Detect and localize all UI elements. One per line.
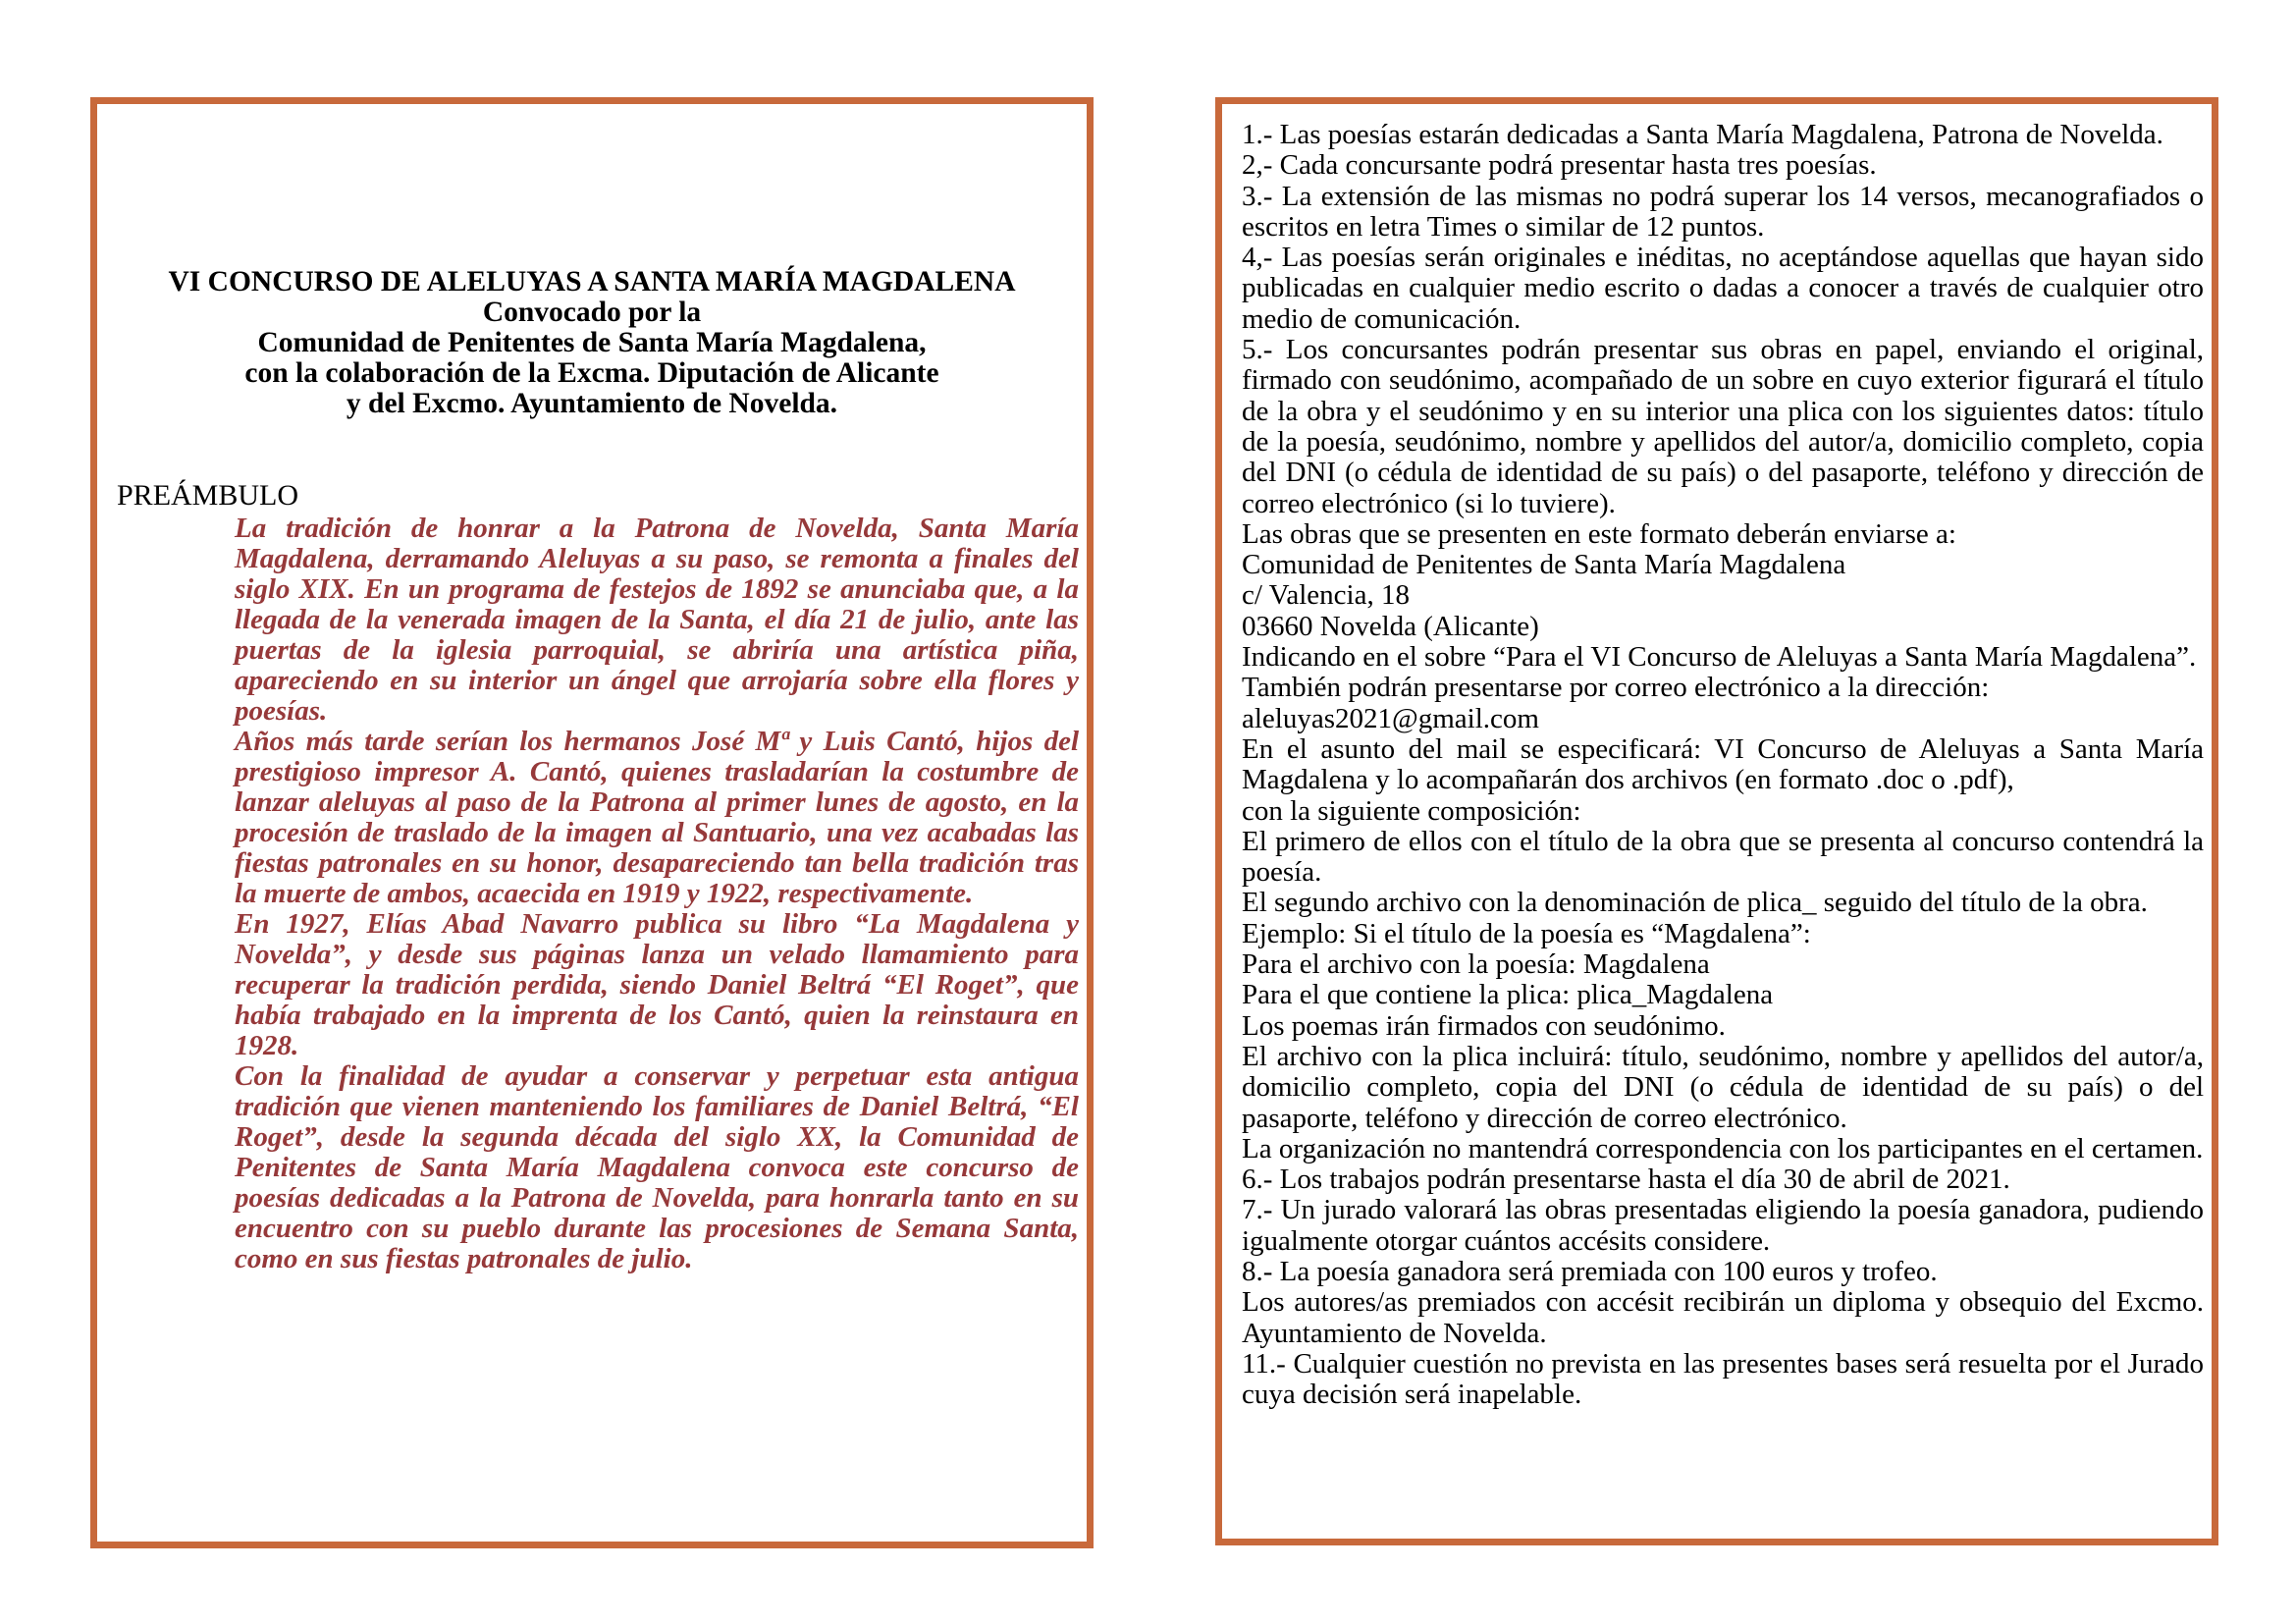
rule-line: 5.- Los concursantes podrán presentar sus obras en papel, enviando el original, firmado con seudónimo, acompañado de un sobre en cuyo exterior figurará el título de la obra y el seudónimo y en su interior una plica con los siguientes datos: título de la poesía, seudónimo, nombre y apellidos del autor/a, domicilio completo, copia del DNI (o cédula de identidad de su país) o del pasaporte, teléfono y dirección de correo electrónico (si lo tuviere). — [1242, 334, 2204, 519]
preamble-paragraph: Con la finalidad de ayudar a conservar y perpetuar esta antigua tradición que vienen manteniendo los familiares de Daniel Beltrá, “El Roget”, desde la segunda década del siglo XX, la Comunidad de Penitentes de Santa María Magdalena convoca este concurso de poesías dedicadas a la Patrona de Novelda, para honrarla tanto en su encuentro con su pueblo durante las procesiones de Semana Santa, como en sus fiestas patronales de julio. — [235, 1060, 1079, 1274]
preamble-paragraph: En 1927, Elías Abad Navarro publica su libro “La Magdalena y Novelda”, y desde sus páginas lanza un velado llamamiento para recuperar la tradición perdida, siendo Daniel Beltrá “El Roget”, que había trabajado en la imprenta de los Cantó, quien la reinstaura en 1928. — [235, 908, 1079, 1061]
rule-line: También podrán presentarse por correo electrónico a la dirección: — [1242, 672, 1990, 704]
rule-line: 8.- La poesía ganadora será premiada con 100 euros y trofeo. — [1242, 1255, 1938, 1287]
rule-line: 6.- Los trabajos podrán presentarse hasta el día 30 de abril de 2021. — [1242, 1164, 2010, 1196]
rule-line: El primero de ellos con el título de la obra que se presenta al concurso contendrá la poesía. — [1242, 825, 2204, 889]
rule-line: Las obras que se presenten en este formato deberán enviarse a: — [1242, 517, 1956, 550]
rule-line: Indicando en el sobre “Para el VI Concurso de Aleluyas a Santa María Magdalena”. — [1242, 641, 2197, 674]
rule-line: con la siguiente composición: — [1242, 794, 1581, 827]
rule-line: 11.- Cualquier cuestión no prevista en las presentes bases será resuelta por el Jurado cuya decisión será inapelable. — [1242, 1347, 2204, 1411]
rule-line: Para el archivo con la poesía: Magdalena — [1242, 948, 1710, 981]
rule-line: 4,- Las poesías serán originales e inéditas, no aceptándose aquellas que hayan sido publicadas en cualquier medio escrito o dadas a conocer a través de cualquier otro medio de comunicación. — [1242, 242, 2204, 335]
preamble-paragraph: La tradición de honrar a la Patrona de Novelda, Santa María Magdalena, derramando Aleluyas a su paso, se remonta a finales del siglo XIX. En un programa de festejos de 1892 se anunciaba que, a la llegada de la venerada imagen de la Santa, el día 21 de julio, ante las puertas de la iglesia parroquial, se abriría una artística piña, apareciendo en su interior un ángel que arrojaría sobre ella flores y poesías. — [235, 513, 1079, 727]
header-line: Convocado por la — [482, 297, 702, 328]
rule-line: La organización no mantendrá correspondencia con los participantes en el certamen. — [1242, 1132, 2204, 1164]
rule-line: Ejemplo: Si el título de la poesía es “Magdalena”: — [1242, 917, 1811, 949]
rule-line: En el asunto del mail se especificará: VI Concurso de Aleluyas a Santa María Magdalena y lo acompañarán dos archivos (en formato .doc o .pdf), — [1242, 732, 2204, 796]
contact-email: aleluyas2021@gmail.com — [1242, 702, 1539, 734]
rule-line: Para el que contiene la plica: plica_Magdalena — [1242, 979, 1774, 1011]
rule-line: 1.- Las poesías estarán dedicadas a Santa María Magdalena, Patrona de Novelda. — [1242, 119, 2163, 150]
header-line: Comunidad de Penitentes de Santa María Magdalena, — [257, 327, 927, 358]
rule-line: 2,- Cada concursante podrá presentar hasta tres poesías. — [1242, 149, 1877, 182]
contest-title: VI CONCURSO DE ALELUYAS A SANTA MARÍA MAGDALENA — [168, 266, 1016, 298]
contest-rules — [1242, 120, 2204, 1410]
rule-line: c/ Valencia, 18 — [1242, 579, 1410, 612]
left-panel — [90, 97, 1094, 1548]
header-line: con la colaboración de la Excma. Diputación de Alicante — [244, 357, 939, 389]
contest-header — [97, 267, 1087, 419]
rule-line: El archivo con la plica incluirá: título, seudónimo, nombre y apellidos del autor/a, domicilio completo, copia del DNI (o cédula de identidad de su país) o del pasaporte, teléfono y dirección de correo electrónico. — [1242, 1040, 2204, 1134]
rule-line: 03660 Novelda (Alicante) — [1242, 610, 1539, 642]
rule-line: Los autores/as premiados con accésit recibirán un diploma y obsequio del Excmo. Ayuntamiento de Novelda. — [1242, 1286, 2204, 1349]
right-panel — [1215, 97, 2218, 1545]
rule-line: Los poemas irán firmados con seudónimo. — [1242, 1009, 1726, 1042]
rule-line: 7.- Un jurado valorará las obras presentadas eligiendo la poesía ganadora, pudiendo igualmente otorgar cuántos accésits considere. — [1242, 1194, 2204, 1257]
rule-line: El segundo archivo con la denominación de plica_ seguido del título de la obra. — [1242, 887, 2148, 919]
preamble-heading: PREÁMBULO — [117, 479, 299, 512]
preamble-body — [235, 514, 1079, 1274]
preamble-paragraph: Años más tarde serían los hermanos José Mª y Luis Cantó, hijos del prestigioso impresor A. Cantó, quienes trasladarían la costumbre de lanzar aleluyas al paso de la Patrona al primer lunes de agosto, en la procesión de traslado de la imagen al Santuario, una vez acabadas las fiestas patronales en su honor, desapareciendo tan bella tradición tras la muerte de ambos, acaecida en 1919 y 1922, respectivamente. — [235, 726, 1079, 909]
header-line: y del Excmo. Ayuntamiento de Novelda. — [346, 388, 838, 419]
rule-line: 3.- La extensión de las mismas no podrá superar los 14 versos, mecanografiados o escritos en letra Times o similar de 12 puntos. — [1242, 180, 2204, 243]
rule-line: Comunidad de Penitentes de Santa María Magdalena — [1242, 549, 1846, 581]
